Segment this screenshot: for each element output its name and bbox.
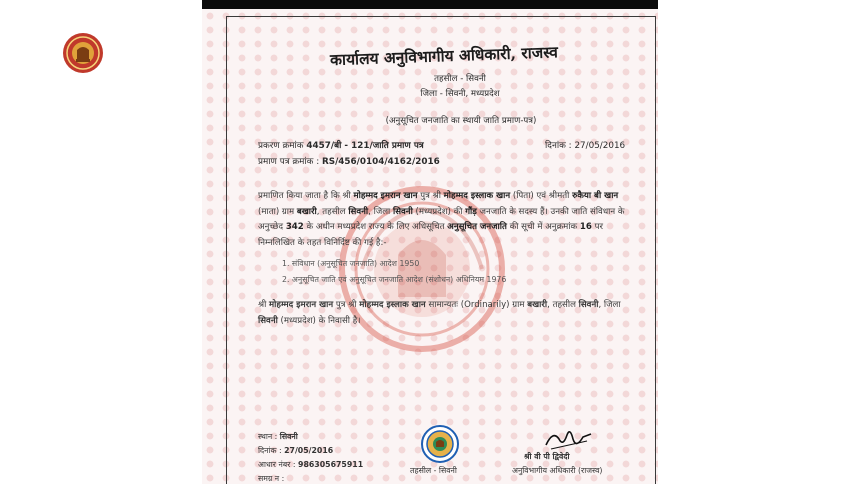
certification-paragraph: प्रमाणित किया जाता है कि श्री मोहम्मद इमरान खान पुत्र श्री मोहम्मद इस्लाक खान (पिता) एवं श्रीमती रुकैया बी खान (माता) ग्राम बखारी, तहसील सिवनी, जिला सिवनी (मध्यप्रदेश) की गौंड़ जनजाति के सदस्य हैं। उनकी जाति संविधान के अनुच्छेद 342 के अधीन मध्यप्रदेश राज्य के लिए अधिसूचित अनुसूचित जनजाति की सूची में अनुक्रमांक 16 पर निम्नलिखित के तहत विनिर्दिष्ट की गई है:- xyxy=(258,191,625,248)
certificate-number: प्रमाण पत्र क्रमांक : RS/456/0104/4162/2016 xyxy=(258,157,440,167)
footer-aadhaar: आधार नंबर : 986305675911 xyxy=(258,460,364,469)
footer-date: दिनांक : 27/05/2016 xyxy=(258,446,334,455)
list-item: 1. संविधान (अनुसूचित जनजाति) आदेश 1950 xyxy=(282,259,420,268)
seal-caption: तहसील - सिवनी xyxy=(410,466,457,475)
signature-icon xyxy=(543,425,593,455)
signatory-title: अनुविभागीय अधिकारी (राजस्व) xyxy=(512,466,603,475)
footer-mobile: समग्र न : xyxy=(258,474,285,483)
signatory-name: श्री वी पी द्विवेदी xyxy=(524,452,570,461)
tehsil-stamp-icon xyxy=(421,425,459,463)
tehsil-line: तहसील - सिवनी xyxy=(434,74,486,84)
office-title: कार्यालय अनुविभागीय अधिकारी, राजस्व xyxy=(329,42,559,70)
issue-date: दिनांक : 27/05/2016 xyxy=(545,141,626,151)
footer-place: स्थान : सिवनी xyxy=(258,432,298,441)
mp-government-emblem-icon xyxy=(62,32,104,74)
top-black-bar xyxy=(202,0,658,9)
certificate-heading: (अनुसूचित जनजाति का स्थायी जाति प्रमाण-पत्र) xyxy=(385,116,537,126)
list-item: 2. अनुसूचित जाति एवं अनुसूचित जनजाति आदेश (संशोधन) अधिनियम 1976 xyxy=(282,275,507,284)
case-number: प्रकरण क्रमांक 4457/बी - 121/जाति प्रमाण पत्र xyxy=(258,141,424,151)
district-line: जिला - सिवनी, मध्यप्रदेश xyxy=(420,89,500,99)
residence-paragraph: श्री मोहम्मद इमरान खान पुत्र श्री मोहम्मद इस्लाक खान सामान्यतः (Ordinarily) ग्राम बखारी, तहसील सिवनी, जिला सिवनी (मध्यप्रदेश) के निवासी है। xyxy=(258,300,621,326)
